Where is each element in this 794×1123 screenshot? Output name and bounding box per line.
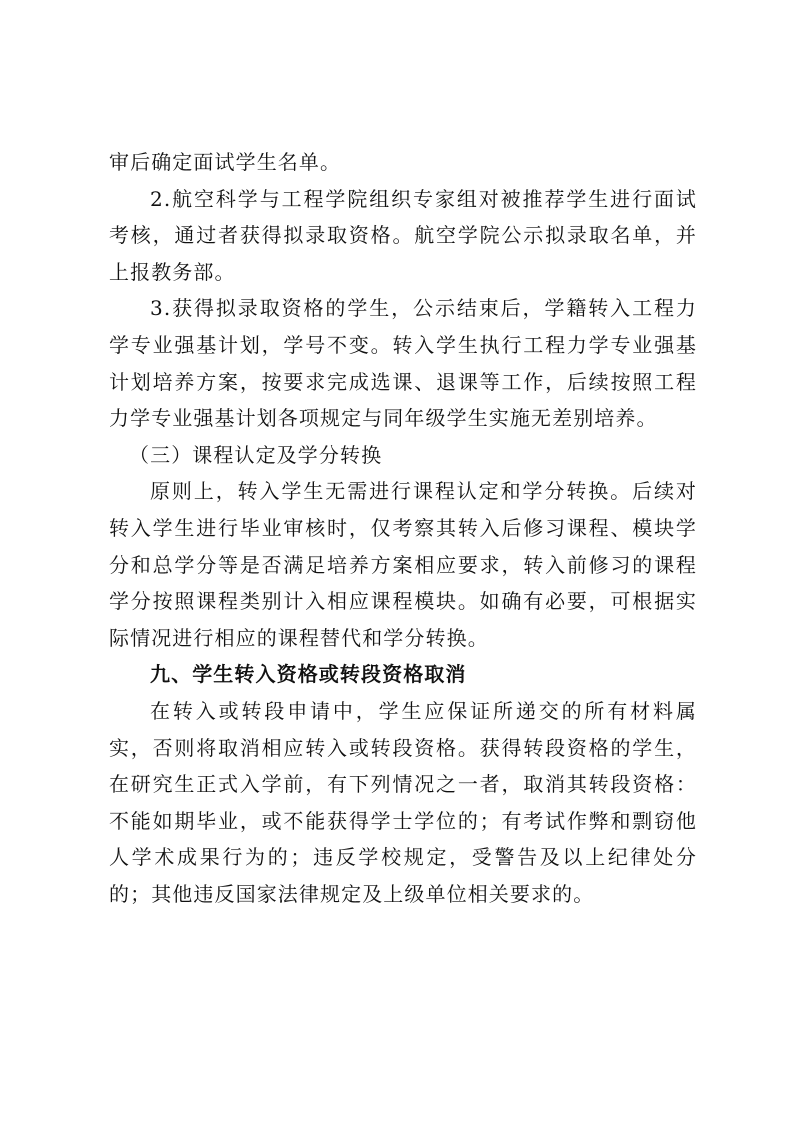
paragraph-course-credit: 原则上，转入学生无需进行课程认定和学分转换。后续对转入学生进行毕业审核时，仅考察其转入后修习课程、模块学分和总学分等是否满足培养方案相应要求，转入前修习的课程学分按照课程类别计入相应课程模块。如确有必要，可根据实际情况进行相应的课程替代和学分转换。 — [109, 479, 697, 650]
subsection-heading: （三）课程认定及学分转换 — [129, 442, 383, 467]
paragraph-continuation: 审后确定面试学生名单。 — [109, 150, 342, 174]
section-heading: 九、学生转入资格或转段资格取消 — [150, 662, 467, 687]
paragraph-qualification-cancel: 在转入或转段申请中，学生应保证所递交的所有材料属实，否则将取消相应转入或转段资格。获得转段资格的学生，在研究生正式入学前，有下列情况之一者，取消其转段资格：不能如期毕业，或不能获得学士学位的；有考试作弊和剽窃他人学术成果行为的；违反学校规定，受警告及以上纪律处分的；其他违反国家法律规定及上级单位相关要求的。 — [109, 698, 697, 906]
paragraph-item-2: 2.航空科学与工程学院组织专家组对被推荐学生进行面试考核，通过者获得拟录取资格。航空学院公示拟录取名单，并上报教务部。 — [109, 186, 697, 284]
paragraph-item-3: 3.获得拟录取资格的学生，公示结束后，学籍转入工程力学专业强基计划，学号不变。转入学生执行工程力学专业强基计划培养方案，按要求完成选课、退课等工作，后续按照工程力学专业强基计划各项规定与同年级学生实施无差别培养。 — [109, 296, 697, 431]
document-body — [109, 144, 697, 912]
